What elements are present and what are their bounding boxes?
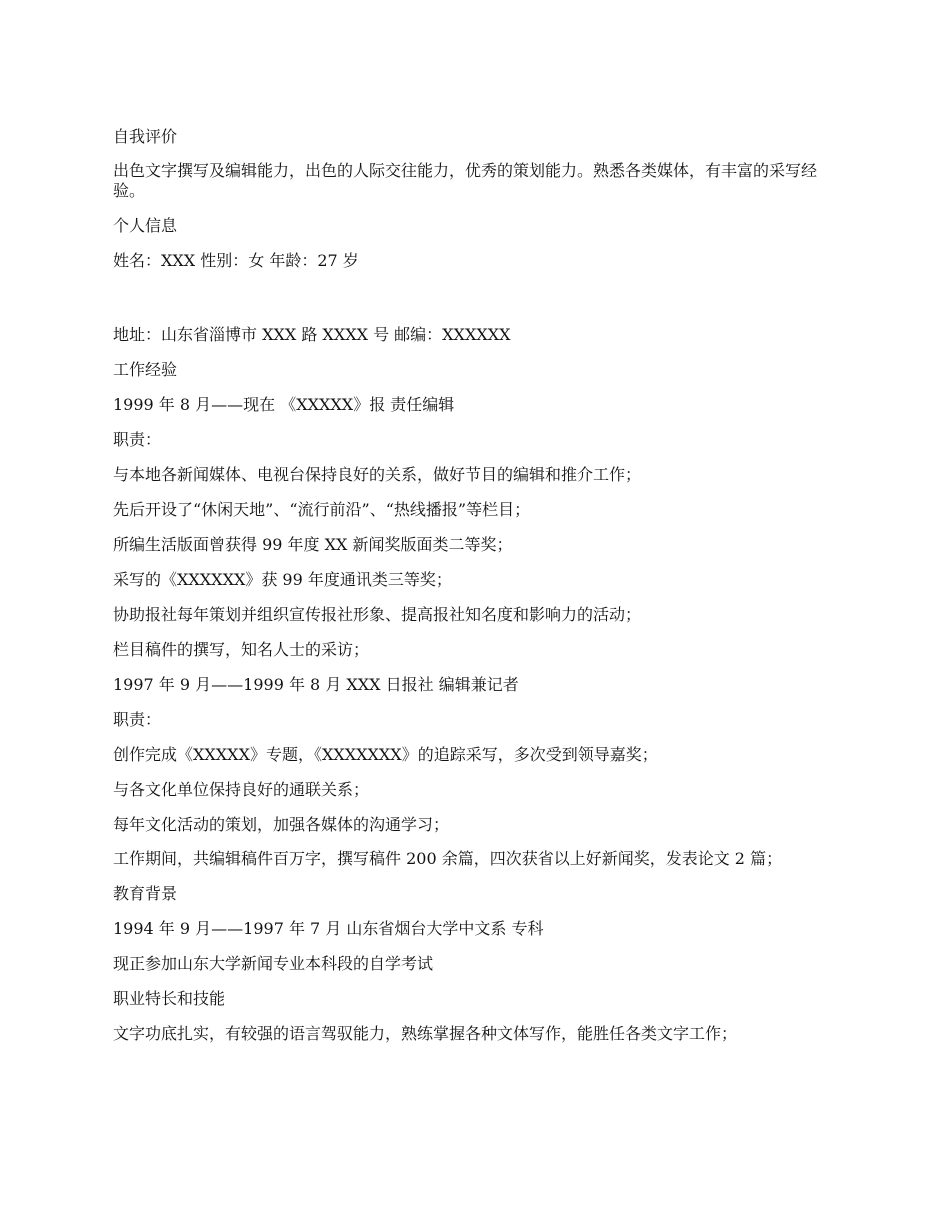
job-2-duty: 工作期间，共编辑稿件百万字，撰写稿件 200 余篇，四次获省以上好新闻奖，发表论文 2 篇； [113, 849, 783, 868]
job-2-duty: 与各文化单位保持良好的通联关系； [113, 780, 370, 799]
skills-entry: 文字功底扎实，有较强的语言驾驭能力，熟练掌握各种文体写作，能胜任各类文字工作； [113, 1024, 738, 1043]
job-1-duties-label: 职责： [113, 430, 162, 449]
job-1-title: 1999 年 8 月——现在 《XXXXX》报 责任编辑 [113, 395, 455, 414]
resume-document [113, 126, 843, 1058]
section-heading-self-evaluation: 自我评价 [113, 127, 178, 146]
personal-info-address: 地址：山东省淄博市 XXX 路 XXXX 号 邮编：XXXXXX [113, 325, 511, 344]
section-heading-education: 教育背景 [113, 884, 178, 903]
job-2-duty: 每年文化活动的策划，加强各媒体的沟通学习； [113, 815, 450, 834]
section-heading-work-experience: 工作经验 [113, 360, 178, 379]
job-2-duty: 创作完成《XXXXX》专题，《XXXXXXX》的追踪采写，多次受到领导嘉奖； [113, 745, 658, 764]
job-1-duty: 采写的《XXXXXX》获 99 年度通讯类三等奖； [113, 570, 452, 589]
job-2-title: 1997 年 9 月——1999 年 8 月 XXX 日报社 编辑兼记者 [113, 675, 519, 694]
job-1-duty: 与本地各新闻媒体、电视台保持良好的关系，做好节目的编辑和推介工作； [113, 465, 642, 484]
personal-info-name-gender-age: 姓名：XXX 性别：女 年龄：27 岁 [113, 251, 359, 270]
job-1-duty: 所编生活版面曾获得 99 年度 XX 新闻奖版面类二等奖； [113, 535, 513, 554]
education-entry: 1994 年 9 月——1997 年 7 月 山东省烟台大学中文系 专科 [113, 919, 544, 938]
job-2-duties-label: 职责： [113, 710, 162, 729]
education-entry: 现正参加山东大学新闻专业本科段的自学考试 [113, 954, 434, 973]
section-heading-personal-info: 个人信息 [113, 216, 178, 235]
job-1-duty: 先后开设了“休闲天地”、“流行前沿”、“热线播报”等栏目； [113, 500, 531, 519]
self-evaluation-text: 出色文字撰写及编辑能力，出色的人际交往能力，优秀的策划能力。熟悉各类媒体，有丰富的采写经验。 [113, 161, 818, 200]
job-1-duty: 协助报社每年策划并组织宣传报社形象、提高报社知名度和影响力的活动； [113, 605, 642, 624]
job-1-duty: 栏目稿件的撰写，知名人士的采访； [113, 640, 370, 659]
section-heading-skills: 职业特长和技能 [113, 989, 226, 1008]
blank-gap [113, 285, 843, 324]
